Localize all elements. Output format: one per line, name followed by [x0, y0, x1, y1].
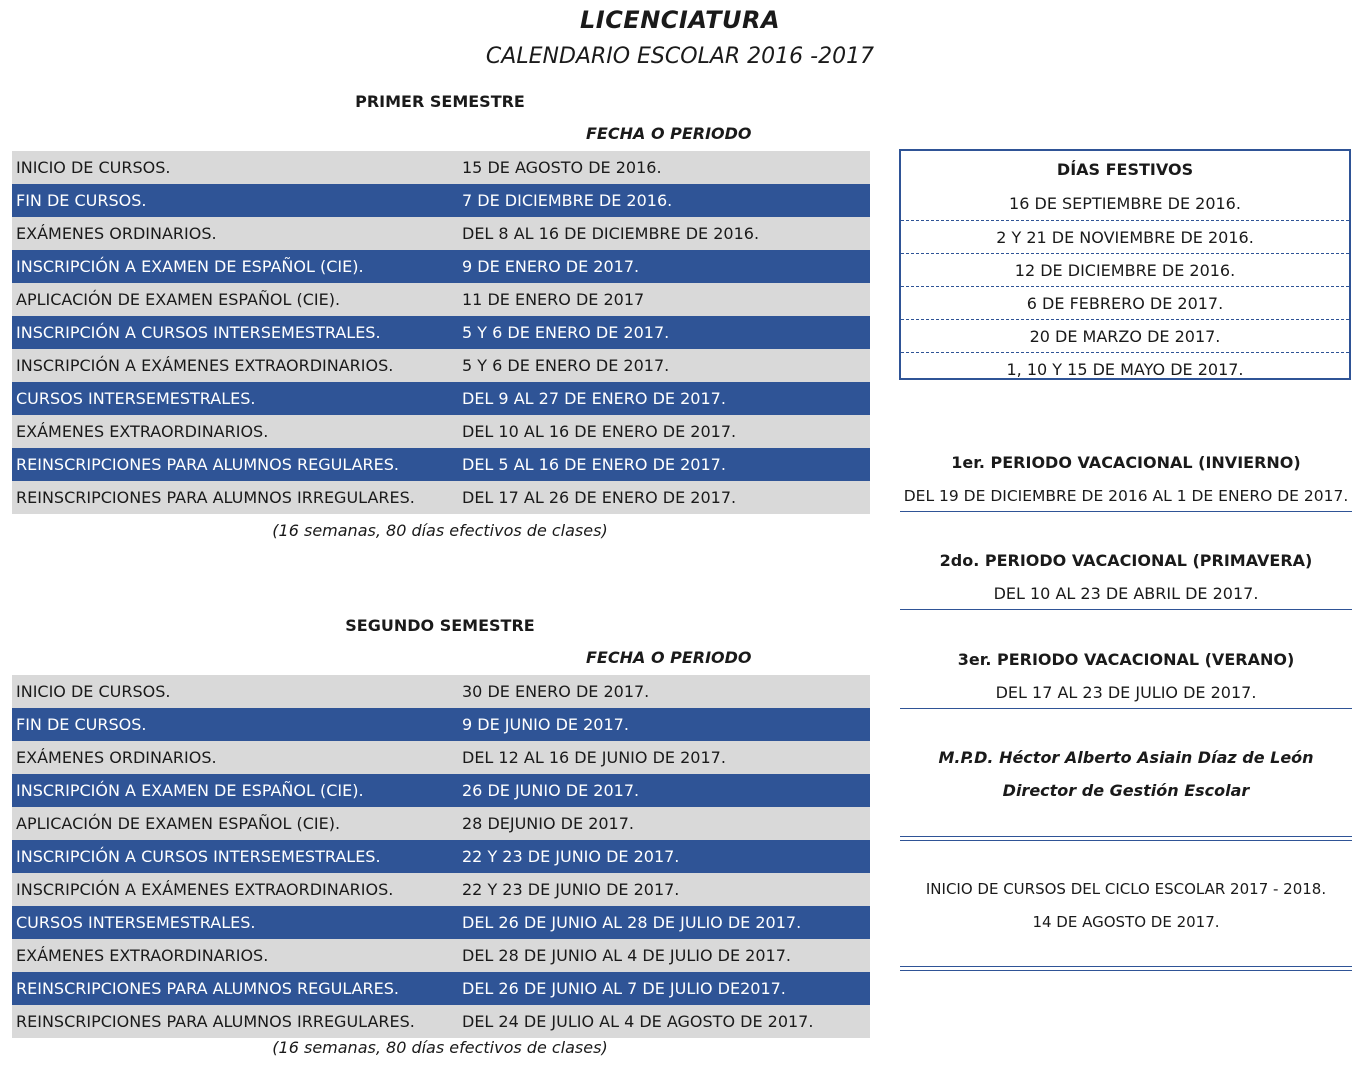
event-cell: INICIO DE CURSOS.: [16, 158, 171, 177]
date-cell: DEL 26 DE JUNIO AL 28 DE JULIO DE 2017.: [462, 913, 802, 932]
event-cell: EXÁMENES EXTRAORDINARIOS.: [16, 946, 269, 965]
table-row: [12, 448, 870, 481]
semester2-table: [12, 675, 870, 1038]
event-cell: FIN DE CURSOS.: [16, 191, 147, 210]
holiday-item: 12 DE DICIEMBRE DE 2016.: [901, 253, 1349, 286]
event-cell: CURSOS INTERSEMESTRALES.: [16, 913, 256, 932]
table-row: [12, 807, 870, 840]
event-cell: REINSCRIPCIONES PARA ALUMNOS IRREGULARES.: [16, 488, 415, 507]
event-cell: APLICACIÓN DE EXAMEN ESPAÑOL (CIE).: [16, 290, 341, 309]
date-cell: 28 DEJUNIO DE 2017.: [462, 814, 634, 833]
vacation-period-3: [900, 643, 1352, 709]
event-cell: REINSCRIPCIONES PARA ALUMNOS IRREGULARES.: [16, 1012, 415, 1031]
table-row: [12, 184, 870, 217]
vacation-dates: DEL 17 AL 23 DE JULIO DE 2017.: [995, 683, 1257, 702]
signature-name: M.P.D. Héctor Alberto Asiain Díaz de León: [938, 748, 1314, 767]
holiday-item: 16 DE SEPTIEMBRE DE 2016.: [1009, 194, 1241, 213]
event-cell: APLICACIÓN DE EXAMEN ESPAÑOL (CIE).: [16, 814, 341, 833]
table-row: [12, 873, 870, 906]
double-divider: [900, 836, 1352, 841]
semester1-note: (16 semanas, 80 días efectivos de clases): [272, 521, 608, 540]
vacation-heading: 1er. PERIODO VACACIONAL (INVIERNO): [951, 453, 1301, 472]
divider: [900, 511, 1352, 512]
semester1-column-heading: FECHA O PERIODO: [586, 124, 752, 143]
table-row: [12, 906, 870, 939]
date-cell: DEL 8 AL 16 DE DICIEMBRE DE 2016.: [462, 224, 760, 243]
semester1-heading: PRIMER SEMESTRE: [355, 92, 525, 111]
event-cell: INICIO DE CURSOS.: [16, 682, 171, 701]
date-cell: 9 DE ENERO DE 2017.: [462, 257, 640, 276]
event-cell: FIN DE CURSOS.: [16, 715, 147, 734]
next-cycle-line: INICIO DE CURSOS DEL CICLO ESCOLAR 2017 - 2018.: [925, 879, 1327, 898]
divider: [900, 609, 1352, 610]
semester2-column-heading: FECHA O PERIODO: [586, 648, 752, 667]
table-row: [12, 250, 870, 283]
signature-block: [900, 741, 1352, 807]
date-cell: DEL 24 DE JULIO AL 4 DE AGOSTO DE 2017.: [462, 1012, 814, 1031]
table-row: [12, 774, 870, 807]
table-row: [12, 741, 870, 774]
date-cell: 30 DE ENERO DE 2017.: [462, 682, 650, 701]
date-cell: 26 DE JUNIO DE 2017.: [462, 781, 640, 800]
date-cell: 5 Y 6 DE ENERO DE 2017.: [462, 356, 670, 375]
table-row: [12, 840, 870, 873]
date-cell: DEL 12 AL 16 DE JUNIO DE 2017.: [462, 748, 726, 767]
table-row: [12, 481, 870, 514]
event-cell: INSCRIPCIÓN A CURSOS INTERSEMESTRALES.: [16, 847, 381, 866]
next-cycle-date: 14 DE AGOSTO DE 2017.: [1032, 912, 1220, 931]
date-cell: 9 DE JUNIO DE 2017.: [462, 715, 629, 734]
table-row: [12, 283, 870, 316]
event-cell: INSCRIPCIÓN A EXAMEN DE ESPAÑOL (CIE).: [16, 781, 364, 800]
table-row: [12, 1005, 870, 1038]
event-cell: CURSOS INTERSEMESTRALES.: [16, 389, 256, 408]
vacation-dates: DEL 10 AL 23 DE ABRIL DE 2017.: [993, 584, 1259, 603]
table-row: [12, 349, 870, 382]
date-cell: DEL 10 AL 16 DE ENERO DE 2017.: [462, 422, 737, 441]
date-cell: 5 Y 6 DE ENERO DE 2017.: [462, 323, 670, 342]
table-row: [12, 708, 870, 741]
table-row: [12, 382, 870, 415]
vacation-dates: DEL 19 DE DICIEMBRE DE 2016 AL 1 DE ENERO DE 2017.: [903, 486, 1349, 505]
event-cell: INSCRIPCIÓN A EXÁMENES EXTRAORDINARIOS.: [16, 880, 394, 899]
date-cell: 11 DE ENERO DE 2017: [462, 290, 645, 309]
semester2-heading: SEGUNDO SEMESTRE: [345, 616, 535, 635]
next-cycle-block: [900, 872, 1352, 938]
double-divider: [900, 966, 1352, 971]
holiday-item: 6 DE FEBRERO DE 2017.: [901, 286, 1349, 319]
date-cell: 22 Y 23 DE JUNIO DE 2017.: [462, 847, 680, 866]
event-cell: EXÁMENES ORDINARIOS.: [16, 748, 217, 767]
semester1-table: [12, 151, 870, 514]
holidays-box: [899, 149, 1351, 380]
signature-role: Director de Gestión Escolar: [1002, 781, 1250, 800]
vacation-period-2: [900, 544, 1352, 610]
event-cell: INSCRIPCIÓN A EXÁMENES EXTRAORDINARIOS.: [16, 356, 394, 375]
event-cell: REINSCRIPCIONES PARA ALUMNOS REGULARES.: [16, 455, 400, 474]
page-title: LICENCIATURA: [579, 6, 781, 34]
date-cell: 22 Y 23 DE JUNIO DE 2017.: [462, 880, 680, 899]
vacation-heading: 3er. PERIODO VACACIONAL (VERANO): [957, 650, 1295, 669]
date-cell: DEL 17 AL 26 DE ENERO DE 2017.: [462, 488, 737, 507]
date-cell: DEL 5 AL 16 DE ENERO DE 2017.: [462, 455, 726, 474]
table-row: [12, 151, 870, 184]
semester2-note: (16 semanas, 80 días efectivos de clases): [272, 1038, 608, 1057]
date-cell: DEL 28 DE JUNIO AL 4 DE JULIO DE 2017.: [462, 946, 791, 965]
divider: [900, 708, 1352, 709]
holiday-item: 20 DE MARZO DE 2017.: [901, 319, 1349, 352]
event-cell: EXÁMENES ORDINARIOS.: [16, 224, 217, 243]
holidays-heading: DÍAS FESTIVOS: [1056, 159, 1194, 179]
table-row: [12, 316, 870, 349]
date-cell: 7 DE DICIEMBRE DE 2016.: [462, 191, 673, 210]
event-cell: INSCRIPCIÓN A EXAMEN DE ESPAÑOL (CIE).: [16, 257, 364, 276]
event-cell: INSCRIPCIÓN A CURSOS INTERSEMESTRALES.: [16, 323, 381, 342]
table-row: [12, 415, 870, 448]
holiday-item: 1, 10 Y 15 DE MAYO DE 2017.: [901, 352, 1349, 385]
page-subtitle: CALENDARIO ESCOLAR 2016 -2017: [485, 44, 875, 69]
table-row: [12, 972, 870, 1005]
event-cell: REINSCRIPCIONES PARA ALUMNOS REGULARES.: [16, 979, 400, 998]
vacation-heading: 2do. PERIODO VACACIONAL (PRIMAVERA): [939, 551, 1313, 570]
event-cell: EXÁMENES EXTRAORDINARIOS.: [16, 422, 269, 441]
table-row: [12, 217, 870, 250]
vacation-period-1: [900, 446, 1352, 512]
date-cell: DEL 9 AL 27 DE ENERO DE 2017.: [462, 389, 726, 408]
date-cell: 15 DE AGOSTO DE 2016.: [462, 158, 662, 177]
table-row: [12, 675, 870, 708]
table-row: [12, 939, 870, 972]
date-cell: DEL 26 DE JUNIO AL 7 DE JULIO DE2017.: [462, 979, 786, 998]
holiday-item: 2 Y 21 DE NOVIEMBRE DE 2016.: [901, 220, 1349, 253]
